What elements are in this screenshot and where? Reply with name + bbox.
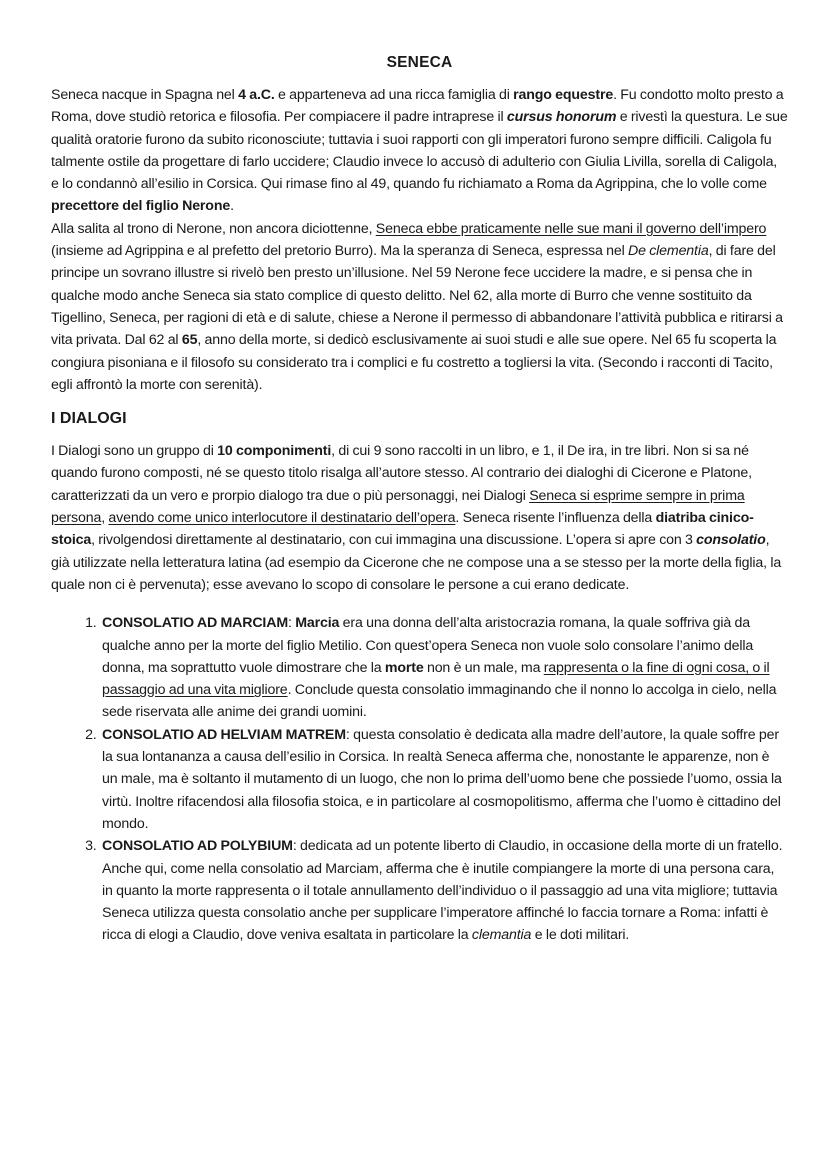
text: era una donna dell’alta aristocrazia romana, la quale soffriva già da qualche anno per la morte del figlio Metilio. Con quest’opera Seneca non vuole solo consolare l’animo della donna, ma soprattutto vuole dimostrare che la — [102, 615, 754, 676]
text: , di cui 9 sono raccolti in un libro, e 1, il De ira, in tre libri. Non si sa né quando furono composti, né se questo titolo risalga all’autore stesso. Al contrario dei dialoghi di Cicerone e Platone, caratterizzati da un vero e prorpio dialogo tra due o più personaggi, nei Dialogi — [51, 443, 752, 504]
dialogi-paragraph — [51, 440, 788, 596]
text: : questa consolatio è dedicata alla madre dell’autore, la quale soffre per la sua lontananza a causa dell’esilio in Corsica. In realtà Seneca afferma che, nonostante le apparenze, non è un male, ma è soltanto il mutamento di un luogo, che non lo prima dell’uomo bene che possiede l’uomo, ossia la virtù. Inoltre rifacendosi alla filosofia stoica, e in particolare al cosmopolitismo, afferma che l’uomo è cittadino del mondo. — [102, 726, 782, 832]
underlined-text: rappresenta o la fine di ogni cosa, o il passaggio ad una vita migliore — [102, 659, 770, 699]
list-item-heading: CONSOLATIO AD POLYBIUM — [102, 838, 293, 855]
bold-text: 4 a.C. — [238, 87, 275, 103]
bold-text: diatriba cinico-stoica — [51, 510, 754, 549]
text: , anno della morte, si dedicò esclusivamente ai suoi studi e alle sue opere. Nel 65 fu scoperta la congiura pisoniana e il filosofo su considerato tra i complici e fu costretto a togliersi la vita. (Secondo i racconti di Tacito, egli affrontò la morte con serenità). — [51, 332, 777, 393]
text: , già utilizzate nella letteratura latina (ad esempio da Cicerone che ne compose una a se stesso per la morte della figlia, la quale non ci è pervenuta); esse avevano lo scopo di consolare le persone a cui erano dedicate. — [51, 532, 782, 593]
underlined-text: Seneca ebbe praticamente nelle sue mani il governo dell’impero — [375, 220, 767, 237]
text: . — [230, 198, 234, 215]
bold-text: morte — [384, 659, 424, 676]
text: : — [288, 615, 296, 632]
list-item-heading: CONSOLATIO AD MARCIAM — [102, 615, 288, 632]
bold-text: Marcia — [295, 615, 340, 632]
page-title: SENECA — [386, 54, 453, 71]
text: e le doti militari. — [531, 927, 630, 944]
list-item-heading: CONSOLATIO AD HELVIAM MATREM — [102, 726, 346, 743]
bold-text: 65 — [181, 332, 198, 349]
text: Alla salita al trono di Nerone, non ancora diciottenne, — [51, 220, 376, 237]
text: non è un male, ma — [423, 659, 544, 676]
text: , di fare del principe un sovrano illustre si rivelò ben presto un’illusione. Nel 59 Nerone fece uccidere la madre, e si pensa che in qualche modo anche Seneca sia stato complice di questo delitto. Nel 62, alla morte di Burro che venne sostituito da Tigellino, Seneca, per ragioni di età e di salute, chiese a Nerone il permesso di abbandonare l’attività pubblica e ritirarsi a vita privata. Dal 62 al — [51, 243, 783, 349]
text: : dedicata ad un potente liberto di Claudio, in occasione della morte di un fratello. Anche qui, come nella consolatio ad Marciam, afferma che è inutile compiangere la morte di una persona cara, in quanto la morte rappresenta o il totale annullamento dell’individuo o il passaggio ad una vita migliore; tuttavia Seneca utilizza questa consolatio anche per supplicare l’imperatore affinché lo faccia tornare a Roma: infatti è ricca di elogi a Claudio, dove veniva esaltata in particolare la — [102, 838, 783, 944]
underlined-text: avendo come unico interlocutore il destinatario dell’opera — [108, 510, 456, 527]
bold-text: 10 componimenti — [217, 443, 332, 460]
section-heading-dialogi: I DIALOGI — [51, 410, 127, 428]
text: Seneca nacque in Spagna nel — [51, 87, 239, 103]
text: , rivolgendosi direttamente al destinatario, con cui immagina una discussione. L’opera si apre con 3 — [91, 532, 697, 549]
italic-text: De clementia — [627, 243, 709, 260]
text: . Seneca risente l’influenza della — [455, 510, 656, 527]
bold-italic-text: cursus honorum — [506, 109, 617, 126]
list-item-marciam — [100, 612, 788, 723]
reign-paragraph — [51, 218, 788, 396]
underlined-text: Seneca si esprime sempre in prima persona — [51, 487, 745, 527]
text: , — [101, 510, 109, 527]
intro-paragraph — [51, 84, 788, 218]
bold-italic-text: consolatio — [696, 532, 766, 549]
list-item-helviam — [100, 724, 788, 835]
consolatio-list — [51, 612, 788, 946]
text: (insieme ad Agrippina e al prefetto del pretorio Burro). Ma la speranza di Seneca, espressa nel — [51, 243, 628, 260]
italic-text: clemantia — [471, 927, 532, 944]
text: . Conclude questa consolatio immaginando che il nonno lo accolga in cielo, nella sede riservata alle anime dei grandi uomini. — [102, 682, 777, 721]
text: I Dialogi sono un gruppo di — [51, 443, 218, 460]
bold-text: rango equestre — [513, 87, 614, 103]
text: e rivestì la questura. Le sue qualità oratorie furono da subito riconosciute; tuttavia i suoi rapporti con gli imperatori furono sempre difficili. Caligola fu talmente ostile da progettare di farlo uccidere; Claudio invece lo accusò di adulterio con Giulia Livilla, sorella di Caligola, e lo condannò all’esilio in Corsica. Qui rimase fino al 49, quando fu richiamato a Roma da Agrippina, che lo volle come — [51, 109, 788, 193]
list-item-polybium — [100, 835, 788, 946]
bold-text: precettore del figlio Nerone — [51, 198, 231, 215]
text: . Fu condotto molto presto a Roma, dove studiò retorica e filosofia. Per compiacere il padre intraprese il — [51, 87, 784, 126]
text: e apparteneva ad una ricca famiglia di — [274, 87, 514, 103]
